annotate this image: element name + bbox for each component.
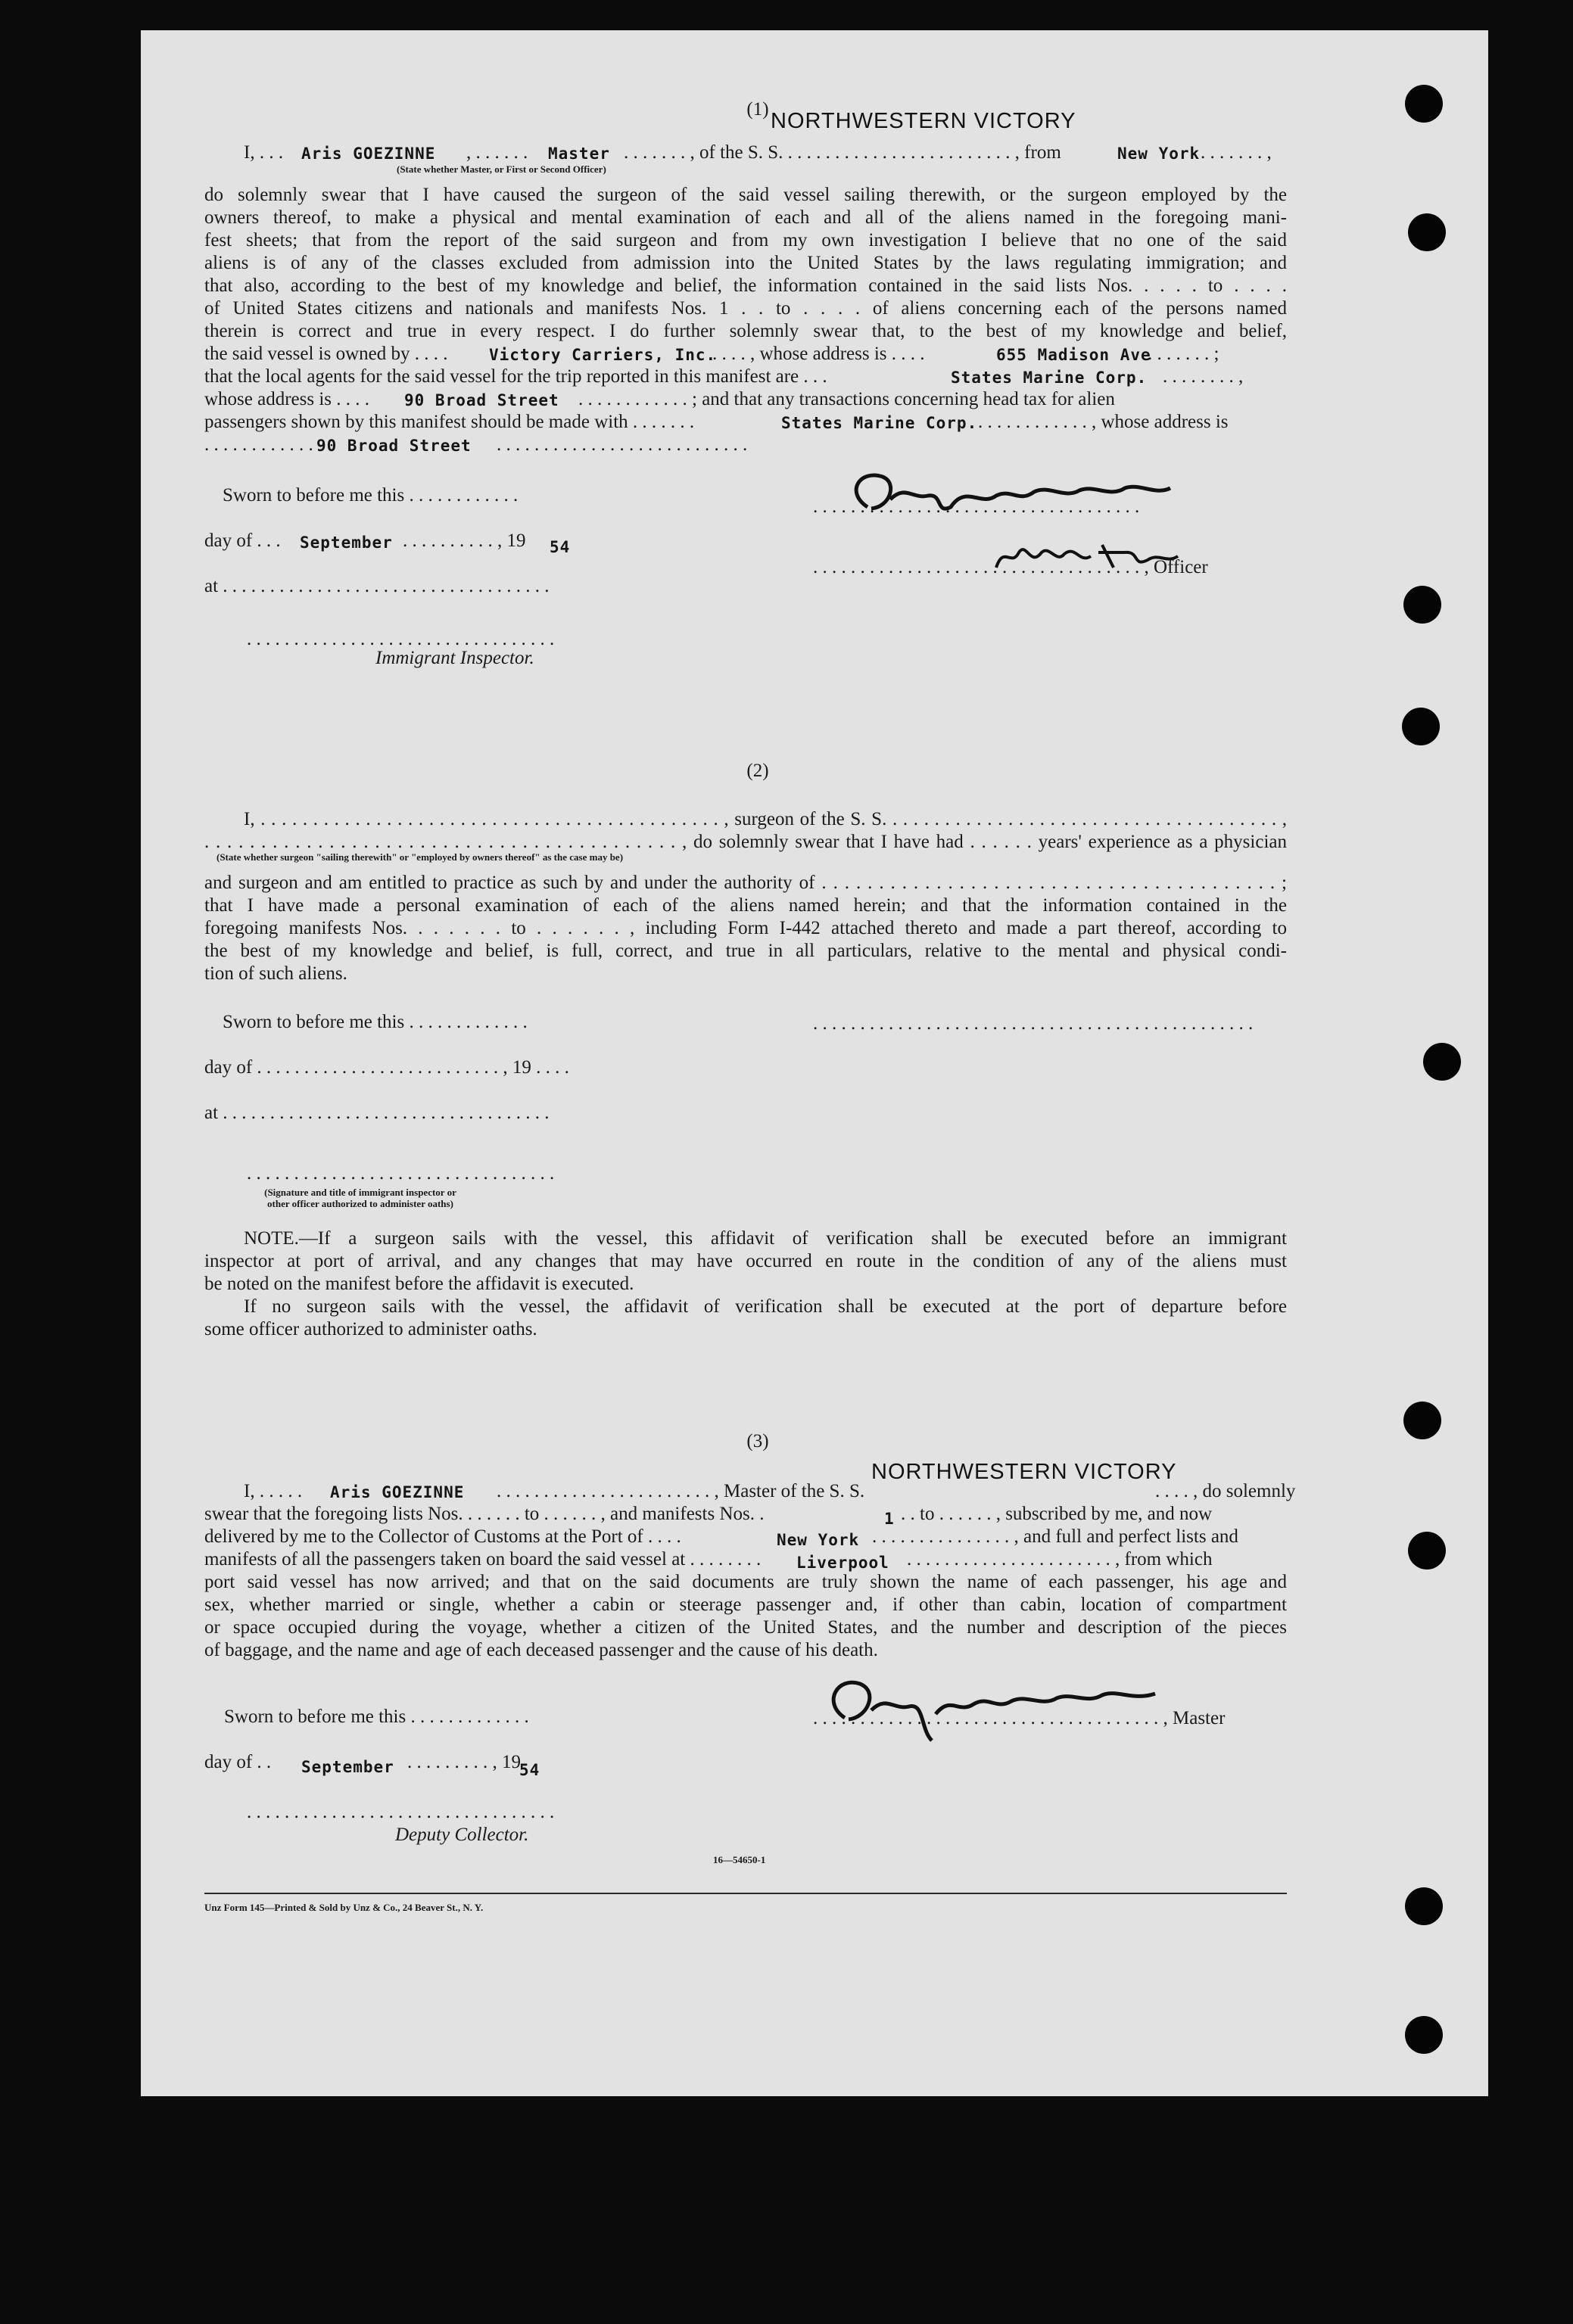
punch-hole (1402, 708, 1440, 745)
agent-line-b: . . . . . . . . , (1163, 366, 1244, 387)
s1-day-of-a: day of . . . (204, 530, 281, 551)
headtax-addr-line-a: . . . . . . . . . . . . (204, 434, 313, 455)
s3-year-suffix: 54 (519, 1761, 540, 1779)
s1-inspector-dots: . . . . . . . . . . . . . . . . . . . . . . . . . . . . . . . . . (247, 629, 555, 649)
s2-para-line: foregoing manifests Nos. . . . . . . to . . . . . . , including Form I-442 attached thereto and made a part thereof, according to (204, 918, 1287, 938)
s1-para-line: do solemnly swear that I have caused the surgeon of the said vessel sailing therewith, or the surgeon employed by the (204, 185, 1287, 205)
note-line: NOTE.—If a surgeon sails with the vessel, this affidavit of verification shall be executed before an immigrant (244, 1228, 1287, 1249)
s3-line1-c: . . . . , do solemnly (1155, 1481, 1296, 1501)
headtax-line-a: passengers shown by this manifest should be made with . . . . . . . (204, 412, 695, 432)
owner-line-c: . . . . . . . ; (1148, 344, 1219, 364)
master-title-handwriting (989, 530, 1185, 583)
s3-vessel-stamp: NORTHWESTERN VICTORY (871, 1460, 1177, 1484)
headtax-agent: States Marine Corp. (781, 414, 978, 432)
s2-para-line: and surgeon and am entitled to practice as such by and under the authority of . . . . . . . . . . . . . . . . . . . . . . . . . . . . . . . . . . . . . . . . ; (204, 873, 1287, 893)
s1-para-line: aliens is of any of the classes excluded from admission into the United States by the laws regulating immigration; and (204, 253, 1287, 273)
s1-month: September (300, 534, 393, 552)
s1-at: at . . . . . . . . . . . . . . . . . . . . . . . . . . . . . . . . . . . (204, 576, 550, 596)
s3-master-name: Aris GOEZINNE (330, 1483, 465, 1501)
s3-last-line: of baggage, and the name and age of each deceased passenger and the cause of his death. (204, 1640, 878, 1660)
punch-hole (1405, 2016, 1443, 2054)
surgeon-note: (State whether surgeon "sailing therewith" or "employed by owners thereof" as the case may be) (216, 851, 624, 863)
s3-master-dots: . . . . . . . . . . . . . . . . . . . . . . . . . . . . . . . . . . . . . , Master (813, 1708, 1226, 1728)
s2-last-line: tion of such aliens. (204, 963, 347, 984)
s1-para-line: of United States citizens and nationals and manifests Nos. 1 . . to . . . . of aliens concerning each of the persons named (204, 298, 1287, 319)
vessel-name-stamp: NORTHWESTERN VICTORY (771, 109, 1076, 133)
section-1-number: (1) (746, 99, 769, 120)
s2-day-of: day of . . . . . . . . . . . . . . . . . . . . . . . . . . , 19 . . . . (204, 1057, 569, 1078)
section-2-number: (2) (746, 761, 769, 781)
from-port: New York (1117, 145, 1201, 163)
headtax-line-b: . . . . . . . . . . . . , whose address is (978, 412, 1229, 432)
note2-last: some officer authorized to administer oaths. (204, 1319, 537, 1339)
s2-inspector-dots: . . . . . . . . . . . . . . . . . . . . . . . . . . . . . . . . . (247, 1163, 555, 1184)
owner-line-a: the said vessel is owned by . . . . (204, 344, 448, 364)
s3-line4-b: . . . . . . . . . . . . . . . . . . . . . . , from which (907, 1549, 1213, 1570)
s3-departure-port: Liverpool (796, 1554, 889, 1572)
s3-line2-a: swear that the foregoing lists Nos. . . . . . . to . . . . . . , and manifests Nos. . (204, 1504, 765, 1524)
owner-line-b: . . . . , whose address is . . . . (712, 344, 925, 364)
s3-port: New York (777, 1531, 860, 1549)
officer-dots: . . . . . . . . . . . . . . . . . . . . . . . . . . . . . . . . . . . , Officer (813, 557, 1208, 577)
s1-signature-dots: . . . . . . . . . . . . . . . . . . . . . . . . . . . . . . . . . . . (813, 496, 1140, 517)
punch-hole (1403, 1402, 1441, 1439)
inspector-note-1: (Signature and title of immigrant inspector or (264, 1187, 456, 1198)
deputy-collector-label: Deputy Collector. (395, 1825, 529, 1845)
s3-sworn: Sworn to before me this . . . . . . . . . . . . . (224, 1706, 529, 1727)
s1-sworn: Sworn to before me this . . . . . . . . . . . . (223, 485, 519, 506)
rank-note: (State whether Master, or First or Second Officer) (397, 163, 606, 175)
immigrant-inspector-label: Immigrant Inspector. (375, 648, 534, 668)
master-rank: Master (548, 145, 610, 163)
s2-line1: I, . . . . . . . . . . . . . . . . . . . . . . . . . . . . . . . . . . . . . . . . . . . . , surgeon of the S. S. . . . . . . . . . . . . . . . . . . . . . . . . . . . . . . . . . . . . . , (244, 809, 1287, 829)
s3-line2-b: . . to . . . . . . , subscribed by me, and now (901, 1504, 1213, 1524)
owner-address: 655 Madison Ave (996, 346, 1151, 364)
s2-sworn: Sworn to before me this . . . . . . . . . . . . . (223, 1012, 528, 1032)
s3-day-of-a: day of . . (204, 1752, 272, 1772)
s1-para-line: that also, according to the best of my knowledge and belief, the information contained in the said lists Nos. . . . . to . . . . (204, 275, 1287, 296)
vessel-owner: Victory Carriers, Inc. (489, 346, 717, 364)
s1-para-line: fest sheets; that from the report of the said surgeon and from my own investigation I believe that no one of the said (204, 230, 1287, 250)
s1-day-of-b: . . . . . . . . . . , 19 (403, 530, 526, 551)
s3-para-line: or space occupied during the voyage, whether a citizen of the United States, and the number and description of the pieces (204, 1617, 1287, 1638)
s1-para-line: owners thereof, to make a physical and mental examination of each and all of the aliens named in the foregoing mani- (204, 207, 1287, 228)
s3-line1-b: . . . . . . . . . . . . . . . . . . . . . . . , Master of the S. S. (497, 1481, 865, 1501)
s1-year-suffix: 54 (550, 538, 571, 556)
s1-line1-d: . . . . . . . , (1201, 142, 1272, 163)
s1-line1-c: . . . . . . . , of the S. S. . . . . . . . . . . . . . . . . . . . . . . . . , from (624, 142, 1061, 163)
s3-manifest-no: 1 (884, 1510, 895, 1528)
footer-rule (204, 1893, 1287, 1894)
s3-month: September (301, 1758, 394, 1776)
punch-hole (1423, 1043, 1461, 1081)
s2-para-line: that I have made a personal examination of each of the aliens named herein; and that the information contained in the (204, 895, 1287, 916)
punch-hole (1405, 85, 1443, 123)
s2-para-line: the best of my knowledge and belief, is full, correct, and true in all particulars, relative to the mental and physical condi- (204, 941, 1287, 961)
note-line: inspector at port of arrival, and any changes that may have occurred en route in the condition of any of the aliens must (204, 1251, 1287, 1271)
inspector-note-2: other officer authorized to administer oaths) (267, 1198, 453, 1209)
section-3-number: (3) (746, 1431, 769, 1451)
note2-line: If no surgeon sails with the vessel, the affidavit of verification shall be executed at the port of departure before (244, 1296, 1287, 1317)
s3-line3-b: . . . . . . . . . . . . . . . , and full and perfect lists and (872, 1526, 1238, 1547)
punch-hole (1408, 1532, 1446, 1570)
form-code: 16—54650-1 (713, 1854, 766, 1865)
s2-line2: . . . . . . . . . . . . . . . . . . . . . . . . . . . . . . . . . . . . . . . . . . , do solemnly swear that I have had . . . . . . years' experience as a physician (204, 832, 1287, 852)
s3-para-line: port said vessel has now arrived; and that on the said documents are truly shown the name of each passenger, his age and (204, 1572, 1287, 1592)
note-last: be noted on the manifest before the affidavit is executed. (204, 1274, 634, 1294)
punch-hole (1403, 586, 1441, 624)
manifest-page (141, 30, 1488, 2096)
s3-line4-a: manifests of all the passengers taken on board the said vessel at . . . . . . . . (204, 1549, 762, 1570)
agent-addr-line-b: . . . . . . . . . . . . ; and that any transactions concerning head tax for alien (578, 389, 1115, 409)
agent-line-a: that the local agents for the said vessel for the trip reported in this manifest are . . . (204, 366, 827, 387)
headtax-addr-line-b: . . . . . . . . . . . . . . . . . . . . . . . . . . . (497, 434, 748, 455)
agent-addr-line-a: whose address is . . . . (204, 389, 370, 409)
s1-line1-b: , . . . . . . (466, 142, 528, 163)
punch-hole (1405, 1887, 1443, 1925)
collector-dots: . . . . . . . . . . . . . . . . . . . . . . . . . . . . . . . . . (247, 1802, 555, 1822)
local-agent: States Marine Corp. (951, 369, 1148, 387)
s1-line1-a: I, . . . (244, 142, 284, 163)
s3-line1-a: I, . . . . . (244, 1481, 303, 1501)
master-signature-1 (837, 454, 1246, 537)
headtax-address: 90 Broad Street (316, 437, 472, 455)
punch-hole (1408, 213, 1446, 251)
s1-para-line: therein is correct and true in every respect. I do further solemnly swear that, to the best of my knowledge and belief, (204, 321, 1287, 341)
agent-address: 90 Broad Street (404, 391, 559, 409)
s3-para-line: sex, whether married or single, whether a cabin or steerage passenger and, if other than cabin, location of compartment (204, 1594, 1287, 1615)
printer-footer: Unz Form 145—Printed & Sold by Unz & Co., 24 Beaver St., N. Y. (204, 1902, 484, 1913)
master-name: Aris GOEZINNE (301, 145, 436, 163)
s3-day-of-b: . . . . . . . . . , 19 (407, 1752, 521, 1772)
s3-line3-a: delivered by me to the Collector of Customs at the Port of . . . . (204, 1526, 681, 1547)
s2-signature-dots: . . . . . . . . . . . . . . . . . . . . . . . . . . . . . . . . . . . . . . . . . . . . . . . (813, 1013, 1254, 1034)
s2-at: at . . . . . . . . . . . . . . . . . . . . . . . . . . . . . . . . . . . (204, 1103, 550, 1123)
master-signature-3 (807, 1657, 1231, 1748)
